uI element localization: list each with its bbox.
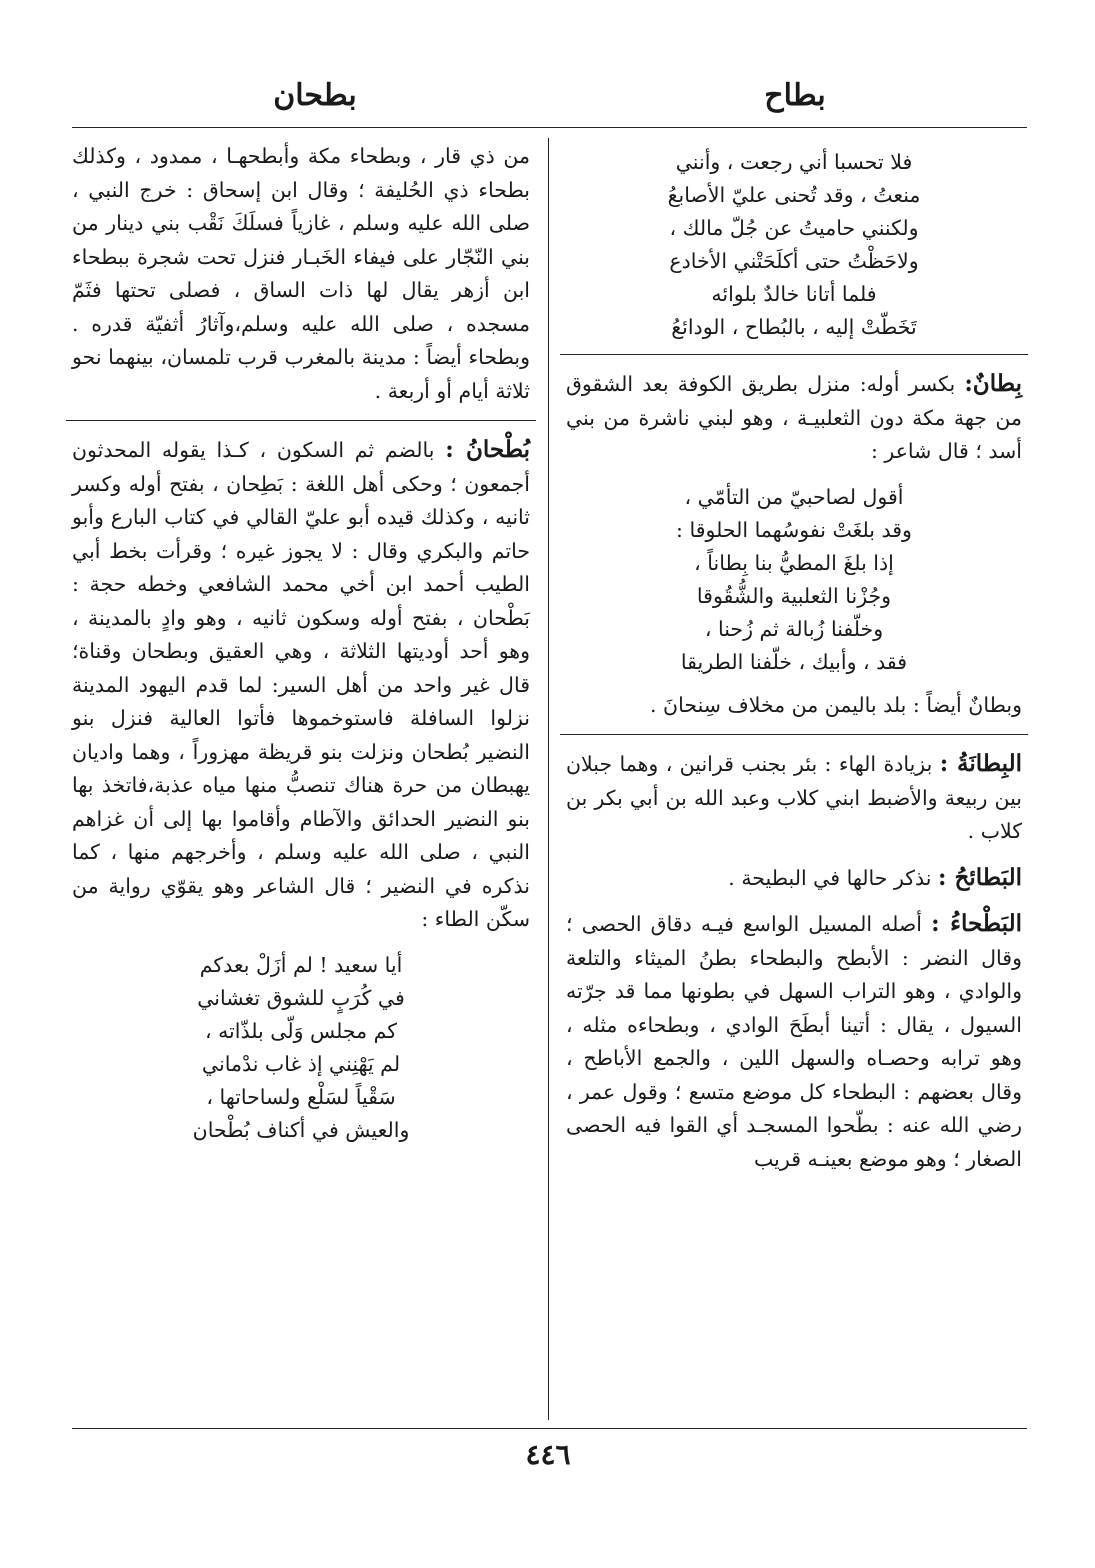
entry-text: بزيادة الهاء : بئر بجنب قرانين ، وهما جبلان بين ربيعة والأضبط ابني كلاب وعبد الله بن أبي بكر بن كلاب . xyxy=(566,752,1022,843)
entry-separator xyxy=(66,420,536,421)
entry-separator xyxy=(560,354,1028,355)
verse-line: أقول لصاحبيّ من التأمّي ، xyxy=(684,484,904,509)
entry-bathaa xyxy=(566,907,1022,1176)
entry-headword: البَطْحاءُ : xyxy=(931,910,1022,937)
verse-block xyxy=(72,949,530,1147)
top-rule xyxy=(72,127,1027,128)
entry-text: وبطانٌ أيضاً : بلد باليمن من مخلاف سِنحانَ . xyxy=(650,692,1022,717)
verse-line: سَقْياً لسَلْع ولساحاتها ، xyxy=(206,1084,396,1109)
verse-line: فلما أتانا خالدٌ بلوائه xyxy=(711,282,877,306)
entry-text: بكسر أوله: منزل بطريق الكوفة بعد الشقوق من جهة مكة دون الثعلبيـة ، وهو لبني ناشرة من بني أسد ؛ قال شاعر : xyxy=(566,372,1022,463)
entry-headword: بِطانٌ: xyxy=(964,370,1022,397)
entry-text: أصله المسيل الواسع فيـه دقاق الحصى ؛ وقال النضر : الأبطح والبطحاء بطنُ الميثاء والتلعة والوادي ، وهو التراب السهل في بطونها مما قد جرّته السيول ، يقال : أتينا أبطَحَ الوادي ، وبطحاءه مثله ، وهو ترابه وحصـاه والسهل اللين ، والجمع الأباطح ، وقال بعضهم : البطحاء كل موضع متسع ؛ وقول عمر ، رضي الله عنه : بطّحوا المسجـد أي القوا فيه الحصى الصغار ؛ وهو موضع بعينـه قريب xyxy=(566,912,1022,1171)
verse-line: تَخَطّتْ إليه ، بالبُطاح ، الودائعُ xyxy=(671,315,917,339)
right-column xyxy=(566,140,1022,1188)
running-head-left: بطحان xyxy=(273,78,357,113)
entry-bitana xyxy=(566,747,1022,849)
left-column xyxy=(72,140,530,1157)
entry-text: من ذي قار ، وبطحاء مكة وأبطحهـا ، ممدود ، وكذلك بطحاء ذي الحُليفة ؛ وقال ابن إسحاق : خرج النبي ، صلى الله عليه وسلم ، غازياً فسلَكَ نَقْب بني دينار من بني النّجّار على فيفاء الخَبـار فنزل تحت شجرة ببطحاء ابن أزهر يقال لها ذات الساق ، فصلى تحتها فثَمّ مسجده ، صلى الله عليه وسلم،وآثارُ أثفيّة قدره . وبطحاء أيضاً : مدينة بالمغرب قرب تلمسان، بينهما نحو ثلاثة أيام أو أربعة . xyxy=(72,144,530,403)
verse-line: أيا سعيد ! لم أزَلْ بعدكم xyxy=(199,952,403,977)
entry-text: بالضم ثم السكون ، كـذا يقوله المحدثون أجمعون ؛ وحكى أهل اللغة : بَطِحان ، بفتح أوله وكسر ثانيه ، وكذلك قيده أبو عليّ القالي في كتاب البارع وأبو حاتم والبكري وقال : لا يجوز غيره ؛ وقرأت بخط أبي الطيب أحمد ابن أخي محمد الشافعي وخطه حجة : بَطْحان ، بفتح أوله وسكون ثانيه ، وهو وادٍ بالمدينة ، وهو أحد أوديتها الثلاثة ، وهي العقيق وبطحان وقناة؛ قال غير واحد من أهل السير: لما قدم اليهود المدينة نزلوا السافلة فاستوخموها فأتوا العالية فنزل بنو النضير بُطحان ونزلت بنو قريظة مهزوراً ، وهما واديان يهبطان من حرة هناك تنصبُّ منها مياه عذبة،فاتخذ بها بنو النضير الحدائق والآطام وأقاموا بها إلى أن غزاهم النبي ، صلى الله عليه وسلم ، وأخرجهم منها ، كما نذكره في النضير ؛ قال الشاعر وهو يقوّي رواية من سكّن الطاء : xyxy=(72,438,530,931)
verse-block xyxy=(566,481,1022,679)
verse-line: ولكنني حاميتُ عن جُلّ مالك ، xyxy=(669,216,919,240)
column-divider xyxy=(548,138,549,1420)
entry-headword: البِطانَةُ : xyxy=(939,750,1022,777)
verse-line: والعيش في أكناف بُطْحان xyxy=(192,1117,410,1142)
verse-line: فقد ، وأبيك ، خلّفنا الطريقا xyxy=(680,649,908,674)
verse-line: وجُزْنا الثعلبية والشُّقُوقا xyxy=(696,583,892,608)
running-head-right: بطاح xyxy=(764,78,826,113)
entry-headword: بُطْحانُ : xyxy=(445,436,530,463)
entry-text: نذكر حالها في البطيحة . xyxy=(728,865,932,890)
entry-headword: البَطائحُ : xyxy=(938,863,1022,891)
verse-line: إذا بلغَ المطيُّ بنا بِطاناً ، xyxy=(694,550,894,575)
entry-bitan xyxy=(566,367,1022,469)
verse-line: لم يَهْنِني إذ غاب ندْماني xyxy=(201,1051,401,1076)
entry-buthan xyxy=(72,433,530,937)
verse-line: كم مجلس وَلّى بلذّاته ، xyxy=(204,1018,398,1043)
verse-line: فلا تحسبا أني رجعت ، وأنني xyxy=(675,150,913,174)
verse-line: وقد بلغَتْ نفوسُهما الحلوقا : xyxy=(676,517,912,542)
entry-separator xyxy=(560,734,1028,735)
entry-bataih xyxy=(566,861,1022,896)
page-number: ٤٤٦ xyxy=(525,1438,571,1471)
verse-line: في كُرَبٍ للشوق تغشاني xyxy=(197,985,405,1010)
verse-line: وخلّفنا زُبالة ثم زُحنا ، xyxy=(704,616,884,641)
verse-line: منعتُ ، وقد تُحنى عليّ الأصابعُ xyxy=(667,183,921,207)
verse-block xyxy=(566,146,1022,344)
verse-line: ولاحَظْتُ حتى أكلَحَتْني الأخادع xyxy=(669,249,919,273)
bottom-rule xyxy=(72,1428,1027,1429)
